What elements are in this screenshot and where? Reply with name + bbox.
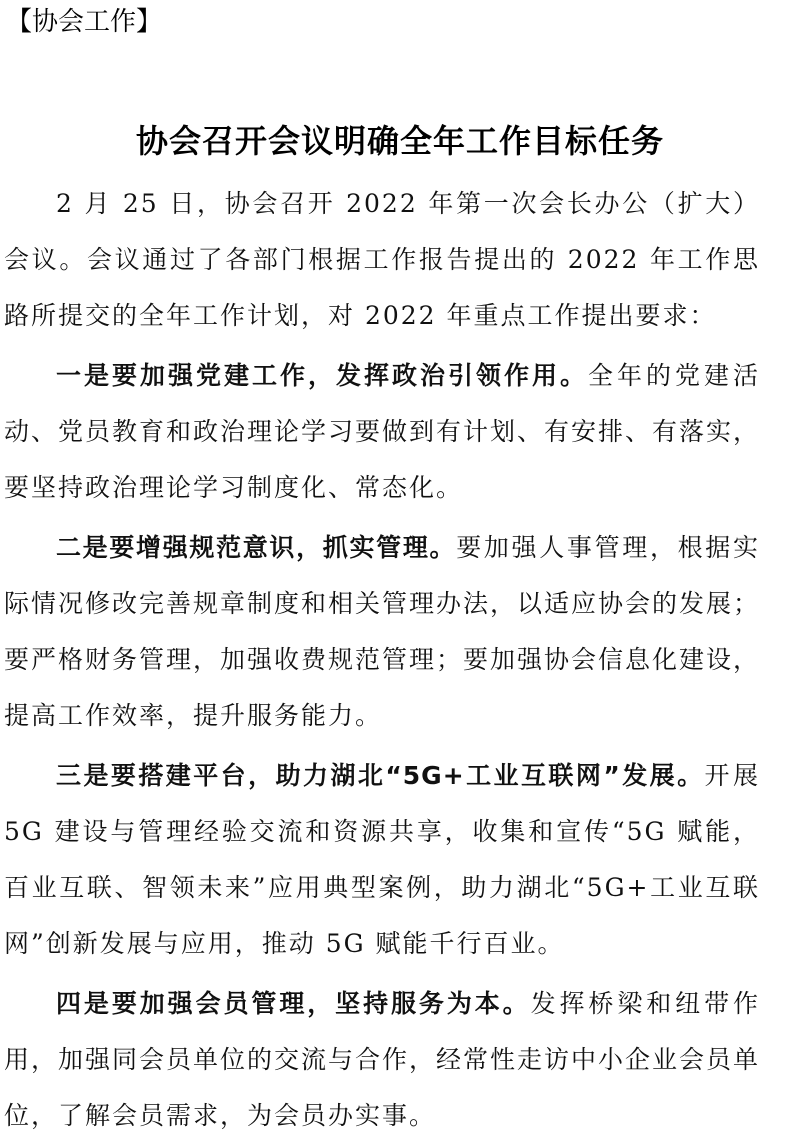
item-paragraph-2 [4, 520, 760, 744]
item-paragraph-1 [4, 348, 760, 516]
item-lead: 一是要加强党建工作，发挥政治引领作用。 [56, 361, 588, 390]
item-lead: 三是要搭建平台，助力湖北“5G+工业互联网”发展。 [56, 761, 705, 790]
intro-paragraph: 2 月 25 日，协会召开 2022 年第一次会长办公（扩大）会议。会议通过了各部门根据工作报告提出的 2022 年工作思路所提交的全年工作计划，对 2022 年重点工作提出要求： [4, 189, 760, 330]
item-body: 全年的党建活动、党员教育和政治理论学习要做到有计划、有安排、有落实，要坚持政治理论学习制度化、常态化。 [4, 361, 761, 502]
section-tag: 【协会工作】 [6, 7, 163, 37]
article-body [4, 176, 760, 1144]
item-paragraph-4 [4, 976, 760, 1144]
item-body: 发挥桥梁和纽带作用，加强同会员单位的交流与合作，经常性走访中小企业会员单位，了解会员需求，为会员办实事。 [4, 989, 761, 1130]
item-body: 开展 5G 建设与管理经验交流和资源共享，收集和宣传“5G 赋能，百业互联、智领未来”应用典型案例，助力湖北“5G+工业互联网”创新发展与应用，推动 5G 赋能千行百业。 [4, 761, 760, 958]
page-title: 协会召开会议明确全年工作目标任务 [135, 122, 664, 161]
item-lead: 二是要增强规范意识，抓实管理。 [56, 533, 457, 562]
item-body: 要加强人事管理，根据实际情况修改完善规章制度和相关管理办法，以适应协会的发展；要严格财务管理，加强收费规范管理；要加强协会信息化建设，提高工作效率，提升服务能力。 [4, 533, 761, 730]
item-paragraph-3 [4, 748, 760, 972]
item-lead: 四是要加强会员管理，坚持服务为本。 [56, 989, 531, 1018]
